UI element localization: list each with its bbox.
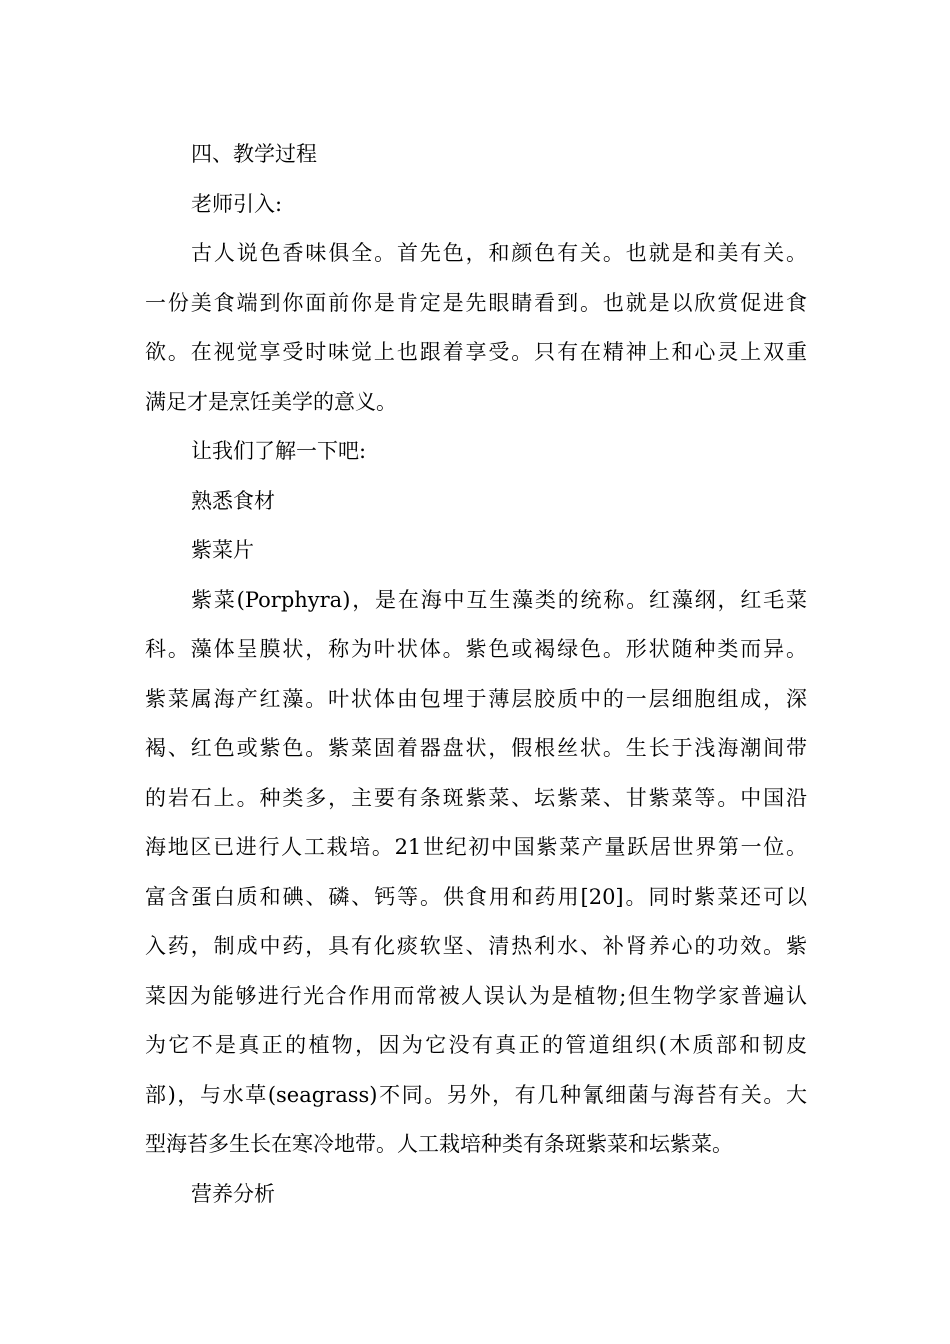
text-line: 欲。在视觉享受时味觉上也跟着享受。只有在精神上和心灵上双重 — [145, 340, 807, 364]
text-line: 紫菜属海产红藻。叶状体由包埋于薄层胶质中的一层细胞组成，深 — [145, 686, 807, 711]
text-line: 一份美食端到你面前你是肯定是先眼睛看到。也就是以欣赏促进食 — [145, 290, 807, 315]
text-line: 海地区已进行人工栽培。21世纪初中国紫菜产量跃居世界第一位。 — [145, 835, 807, 859]
text-line: 型海苔多生长在寒冷地带。人工栽培种类有条斑紫菜和坛紫菜。 — [145, 1132, 733, 1156]
text-line: 让我们了解一下吧: — [191, 439, 367, 463]
text-line: 紫菜(Porphyra)，是在海中互生藻类的统称。红藻纲，红毛菜 — [191, 587, 807, 612]
text-line: 富含蛋白质和碘、磷、钙等。供食用和药用[20]。同时紫菜还可以 — [145, 884, 807, 909]
text-line: 部)，与水草(seagrass)不同。另外，有几种氰细菌与海苔有关。大 — [145, 1082, 807, 1107]
text-line: 古人说色香味俱全。首先色，和颜色有关。也就是和美有关。 — [191, 241, 807, 265]
text-line: 褐、红色或紫色。紫菜固着器盘状，假根丝状。生长于浅海潮间带 — [145, 736, 807, 760]
text-line: 菜因为能够进行光合作用而常被人误认为是植物;但生物学家普遍认 — [145, 983, 807, 1008]
text-line: 的岩石上。种类多，主要有条斑紫菜、坛紫菜、甘紫菜等。中国沿 — [145, 785, 807, 810]
text-line: 满足才是烹饪美学的意义。 — [145, 389, 397, 414]
document-body — [145, 130, 807, 1219]
text-line: 营养分析 — [191, 1181, 275, 1206]
text-line: 科。藻体呈膜状，称为叶状体。紫色或褐绿色。形状随种类而异。 — [145, 637, 807, 661]
text-line: 入药，制成中药，具有化痰软坚、清热利水、补肾养心的功效。紫 — [145, 934, 807, 958]
text-line: 熟悉食材 — [191, 488, 275, 513]
text-line: 老师引入: — [191, 191, 283, 216]
text-line: 四、教学过程 — [191, 142, 317, 166]
text-line: 为它不是真正的植物，因为它没有真正的管道组织(木质部和韧皮 — [145, 1033, 807, 1057]
text-line: 紫菜片 — [191, 538, 254, 562]
document-page — [145, 130, 807, 1219]
